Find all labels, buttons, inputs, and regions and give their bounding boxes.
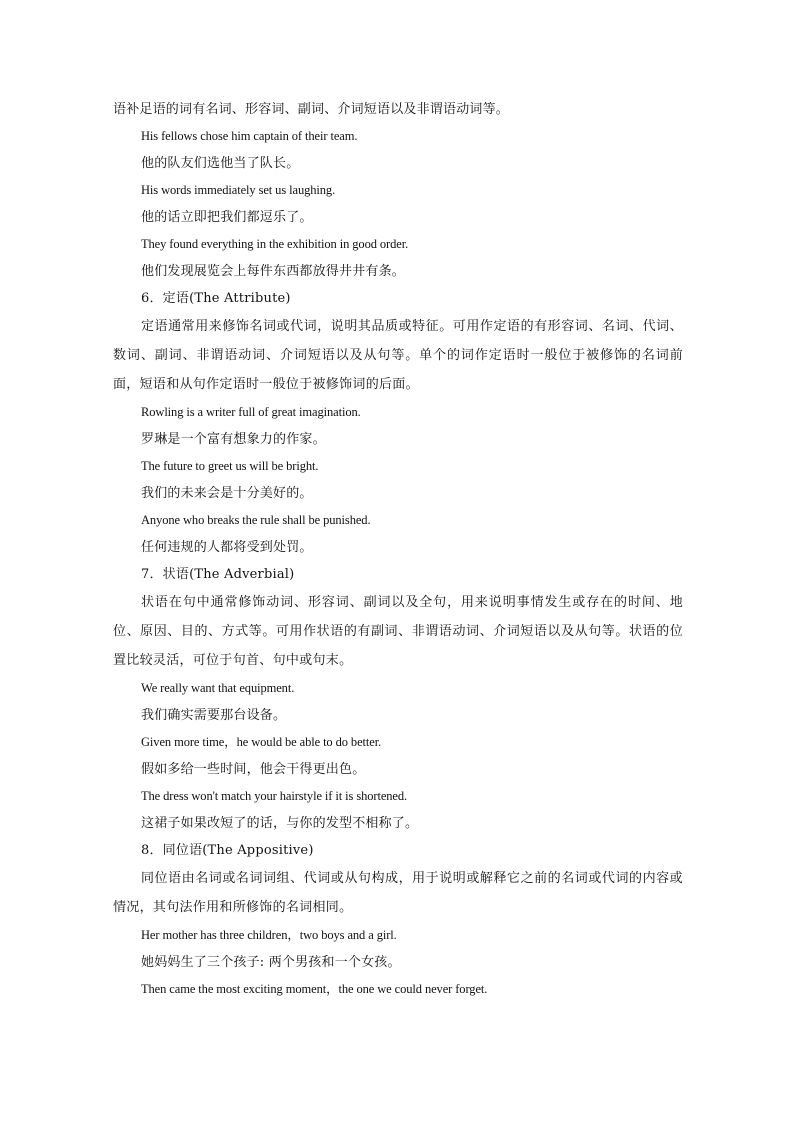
example-sentence-cn: 她妈妈生了三个孩子: 两个男孩和一个女孩。 bbox=[141, 955, 401, 970]
example-sentence-en: Her mother has three children，two boys and a girl. bbox=[141, 928, 397, 942]
example-sentence-cn: 他的队友们选他当了队长。 bbox=[141, 156, 300, 171]
section-heading-attribute: 6．定语(The Attribute) bbox=[141, 291, 291, 306]
example-sentence-cn: 我们的未来会是十分美好的。 bbox=[141, 486, 313, 501]
paragraph-attribute: 定语通常用来修饰名词或代词，说明其品质或特征。可用作定语的有形容词、名词、代词、数词、副词、非谓语动词、介词短语以及从句等。单个的词作定语时一般位于被修饰的名词前面，短语和从句作定语时一般位于被修饰词的后面。 bbox=[113, 319, 683, 392]
example-sentence-en: Given more time，he would be able to do better. bbox=[141, 735, 382, 749]
section-heading-appositive: 8．同位语(The Appositive) bbox=[141, 843, 314, 858]
example-sentence-en: His words immediately set us laughing. bbox=[141, 183, 336, 197]
example-sentence-cn: 他的话立即把我们都逗乐了。 bbox=[141, 210, 313, 225]
example-sentence-cn: 我们确实需要那台设备。 bbox=[141, 708, 287, 723]
example-sentence-en: The future to greet us will be bright. bbox=[141, 459, 319, 473]
section-heading-adverbial: 7．状语(The Adverbial) bbox=[141, 567, 295, 582]
example-sentence-cn: 他们发现展览会上每件东西都放得井井有条。 bbox=[141, 264, 406, 279]
paragraph-adverbial: 状语在句中通常修饰动词、形容词、副词以及全句，用来说明事情发生或存在的时间、地位、原因、目的、方式等。可用作状语的有副词、非谓语动词、介词短语以及从句等。状语的位置比较灵活，可位于句首、句中或句末。 bbox=[113, 595, 683, 668]
text-line: 语补足语的词有名词、形容词、副词、介词短语以及非谓语动词等。 bbox=[113, 102, 510, 117]
example-sentence-en: They found everything in the exhibition in good order. bbox=[141, 237, 409, 251]
document-page bbox=[113, 96, 683, 1003]
example-sentence-en: Rowling is a writer full of great imagination. bbox=[141, 405, 361, 419]
example-sentence-en: Anyone who breaks the rule shall be punished. bbox=[141, 513, 371, 527]
example-sentence-en: The dress won't match your hairstyle if it is shortened. bbox=[141, 789, 408, 803]
example-sentence-cn: 这裙子如果改短了的话，与你的发型不相称了。 bbox=[141, 816, 419, 831]
example-sentence-en: Then came the most exciting moment，the one we could never forget. bbox=[141, 982, 488, 996]
example-sentence-cn: 罗琳是一个富有想象力的作家。 bbox=[141, 432, 326, 447]
example-sentence-en: His fellows chose him captain of their team. bbox=[141, 129, 358, 143]
paragraph-appositive: 同位语由名词或名词词组、代词或从句构成，用于说明或解释它之前的名词或代词的内容或情况，其句法作用和所修饰的名词相同。 bbox=[113, 871, 683, 915]
example-sentence-en: We really want that equipment. bbox=[141, 681, 295, 695]
example-sentence-cn: 假如多给一些时间，他会干得更出色。 bbox=[141, 762, 366, 777]
example-sentence-cn: 任何违规的人都将受到处罚。 bbox=[141, 540, 313, 555]
